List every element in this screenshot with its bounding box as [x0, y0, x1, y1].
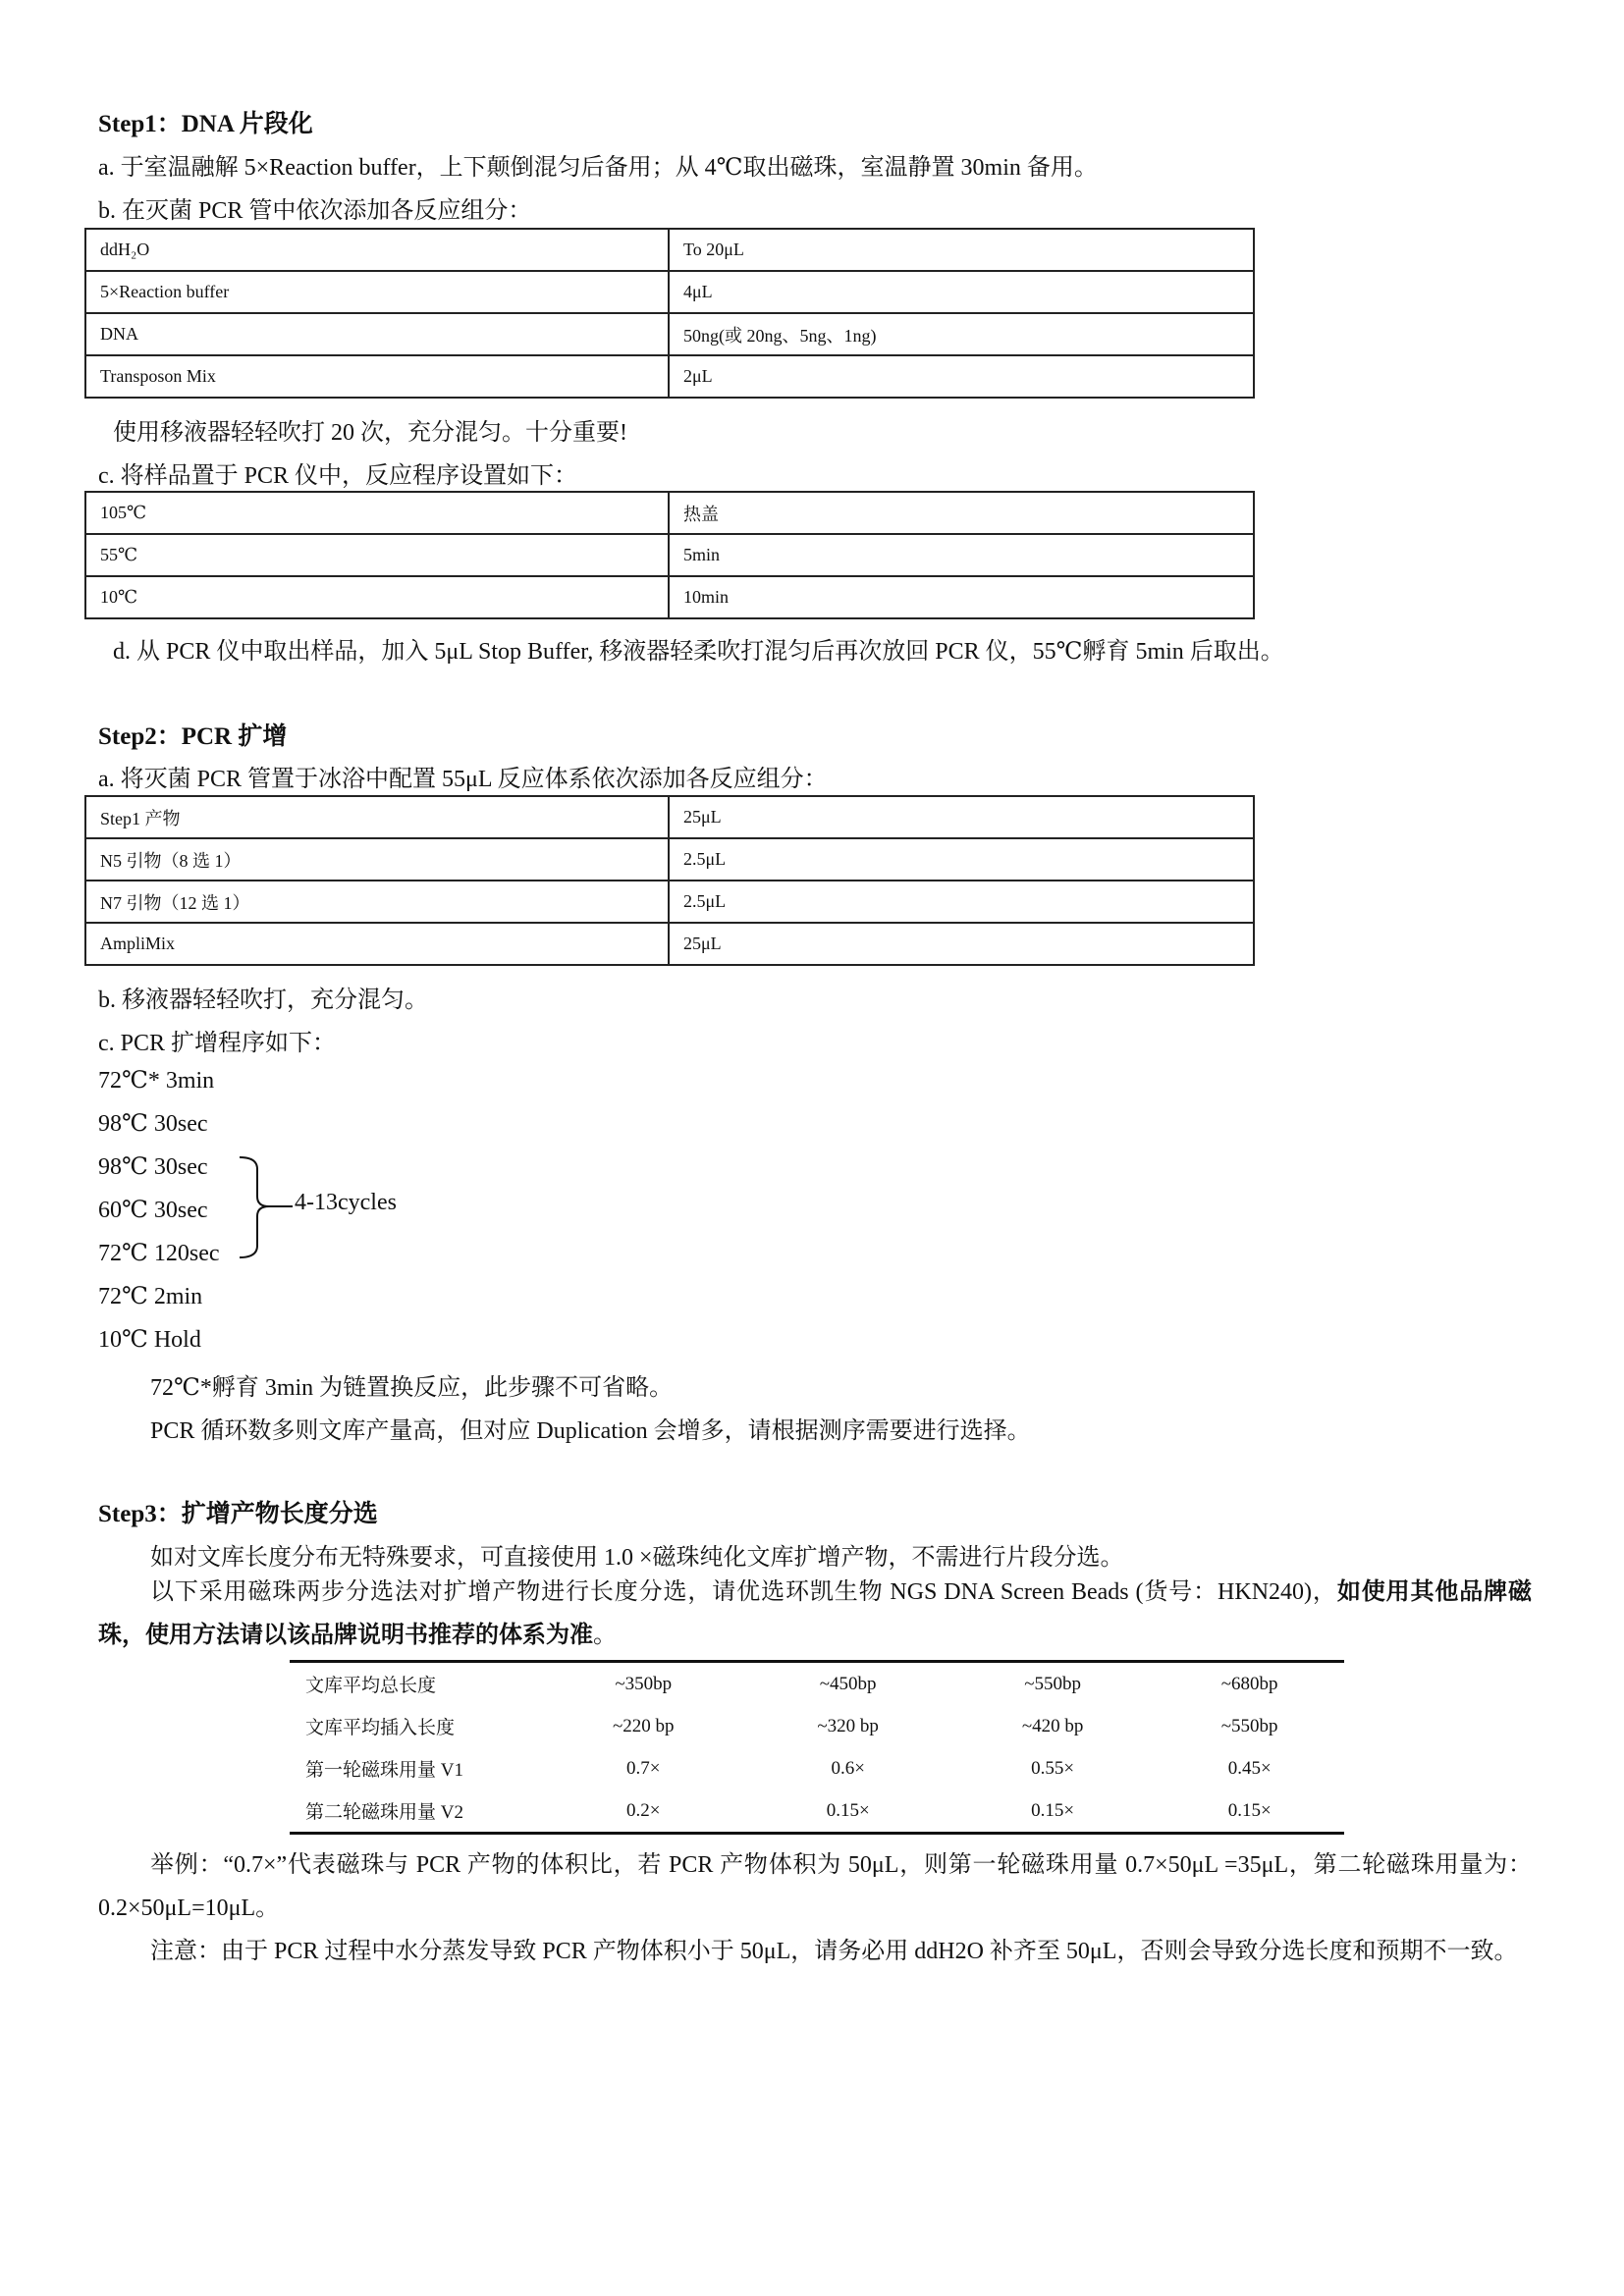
table-row — [85, 313, 1254, 355]
table-cell: Transposon Mix — [85, 355, 669, 398]
table-cell: 第一轮磁珠用量 V1 — [305, 1760, 463, 1781]
step2-b: b. 移液器轻轻吹打，充分混匀。 — [98, 988, 428, 1013]
table-cell: ddH₂O — [85, 229, 669, 271]
table-row — [85, 229, 1254, 271]
table-row — [85, 355, 1254, 398]
table-cell: 2μL — [669, 355, 1254, 398]
step3-example: 举例：“0.7×”代表磁珠与 PCR 产物的体积比，若 PCR 产物体积为 50μL，则第一轮磁珠用量 0.7×50μL =35μL，第二轮磁珠用量为：0.2×50μL=10μL。 — [98, 1852, 1532, 1921]
table-cell: 25μL — [669, 796, 1254, 838]
table-cell: 0.15× — [1031, 1799, 1075, 1821]
table-cell: 25μL — [669, 923, 1254, 965]
table-cell: ~450bp — [819, 1673, 877, 1694]
step1-title: Step1：DNA 片段化 — [98, 111, 313, 137]
table-cell: ~320 bp — [817, 1715, 879, 1736]
table-row — [85, 492, 1254, 534]
size-selection-table — [290, 1660, 1344, 1835]
program-line: 98℃ 30sec — [98, 1154, 208, 1180]
table-cell: 2.5μL — [669, 838, 1254, 881]
table-cell: 0.2× — [625, 1799, 661, 1821]
step3-p2-bold: 如使用其他品牌磁珠，使用方法请以该品牌说明书推荐的体系为准 — [98, 1579, 1532, 1648]
program-line: 10℃ Hold — [98, 1327, 201, 1353]
table-row — [290, 1705, 1344, 1747]
table-cell: 0.15× — [1227, 1799, 1272, 1821]
table-row — [85, 881, 1254, 923]
table-row — [85, 923, 1254, 965]
step1-a: a. 于室温融解 5×Reaction buffer，上下颠倒混匀后备用；从 4℃取出磁珠，室温静置 30min 备用。 — [98, 155, 1098, 181]
program-line: 60℃ 30sec — [98, 1198, 208, 1223]
table-cell: 5×Reaction buffer — [85, 271, 669, 313]
table-cell: 0.55× — [1031, 1757, 1075, 1779]
program-line: 72℃ 2min — [98, 1284, 203, 1309]
table-cell: 10℃ — [85, 576, 669, 618]
step1-reaction-table — [84, 228, 1255, 399]
step3-title: Step3：扩增产物长度分选 — [98, 1501, 378, 1527]
table-row — [85, 576, 1254, 618]
step2-a: a. 将灭菌 PCR 管置于冰浴中配置 55μL 反应体系依次添加各反应组分： — [98, 767, 828, 792]
table-cell: ~220 bp — [612, 1715, 675, 1736]
table-row — [85, 796, 1254, 838]
table-cell: 0.45× — [1227, 1757, 1272, 1779]
program-line: 72℃ 120sec — [98, 1241, 220, 1266]
step1-b: b. 在灭菌 PCR 管中依次添加各反应组分： — [98, 198, 532, 224]
table-row — [290, 1662, 1344, 1706]
program-line: 98℃ 30sec — [98, 1111, 208, 1137]
step3-p1: 如对文库长度分布无特殊要求，可直接使用 1.0 ×磁珠纯化文库扩增产物，不需进行片段分选。 — [150, 1545, 1124, 1571]
table-row — [85, 838, 1254, 881]
step3-p2 — [98, 1571, 1532, 1657]
table-cell: ~350bp — [615, 1673, 673, 1694]
step1-d: d. 从 PCR 仪中取出样品，加入 5μL Stop Buffer, 移液器轻柔吹打混匀后再次放回 PCR 仪，55℃孵育 5min 后取出。 — [113, 639, 1284, 665]
table-cell: 4μL — [669, 271, 1254, 313]
step2-c: c. PCR 扩增程序如下： — [98, 1031, 337, 1056]
table-cell: 2.5μL — [669, 881, 1254, 923]
program-line: 72℃* 3min — [98, 1068, 215, 1094]
table-cell: ~680bp — [1220, 1673, 1278, 1694]
step2-reaction-table — [84, 795, 1255, 966]
table-cell: 0.15× — [826, 1799, 870, 1821]
table-row — [290, 1789, 1344, 1834]
table-cell: To 20μL — [669, 229, 1254, 271]
table-cell: N7 引物（12 选 1） — [85, 881, 669, 923]
table-cell: 50ng(或 20ng、5ng、1ng) — [669, 313, 1254, 355]
step2-title: Step2：PCR 扩增 — [98, 723, 288, 750]
step2-note2: PCR 循环数多则文库产量高，但对应 Duplication 会增多，请根据测序需要进行选择。 — [150, 1418, 1031, 1444]
step3-p2-end: 。 — [593, 1623, 617, 1648]
table-cell: 0.6× — [831, 1757, 865, 1779]
table-cell: AmpliMix — [85, 923, 669, 965]
table-cell: 5min — [669, 534, 1254, 576]
table-cell: ~550bp — [1024, 1673, 1082, 1694]
table-cell: 55℃ — [85, 534, 669, 576]
step2-note1: 72℃*孵育 3min 为链置换反应，此步骤不可省略。 — [150, 1375, 674, 1401]
step1-note: 使用移液器轻轻吹打 20 次，充分混匀。十分重要! — [113, 420, 627, 446]
cycles-label: 4-13cycles — [295, 1190, 397, 1215]
table-cell: DNA — [85, 313, 669, 355]
step1-program-table — [84, 491, 1255, 619]
table-cell: 热盖 — [669, 492, 1254, 534]
cycle-brace-icon — [236, 1153, 295, 1261]
table-cell: 文库平均总长度 — [305, 1676, 437, 1696]
table-cell: 文库平均插入长度 — [305, 1718, 456, 1738]
step3-p2-normal: 以下采用磁珠两步分选法对扩增产物进行长度分选，请优选环凯生物 NGS DNA Screen Beads (货号：HKN240)， — [150, 1579, 1337, 1605]
table-cell: ~420 bp — [1021, 1715, 1084, 1736]
table-cell: Step1 产物 — [85, 796, 669, 838]
table-row — [85, 534, 1254, 576]
step3-caution: 注意：由于 PCR 过程中水分蒸发导致 PCR 产物体积小于 50μL，请务必用 ddH2O 补齐至 50μL，否则会导致分选长度和预期不一致。 — [150, 1939, 1518, 1964]
table-cell: ~550bp — [1220, 1715, 1278, 1736]
step1-c: c. 将样品置于 PCR 仪中，反应程序设置如下： — [98, 463, 578, 489]
table-cell: 10min — [669, 576, 1254, 618]
table-cell: 105℃ — [85, 492, 669, 534]
table-cell: 第二轮磁珠用量 V2 — [305, 1802, 463, 1823]
table-cell: N5 引物（8 选 1） — [85, 838, 669, 881]
table-row — [85, 271, 1254, 313]
table-cell: 0.7× — [625, 1757, 661, 1779]
table-row — [290, 1747, 1344, 1789]
